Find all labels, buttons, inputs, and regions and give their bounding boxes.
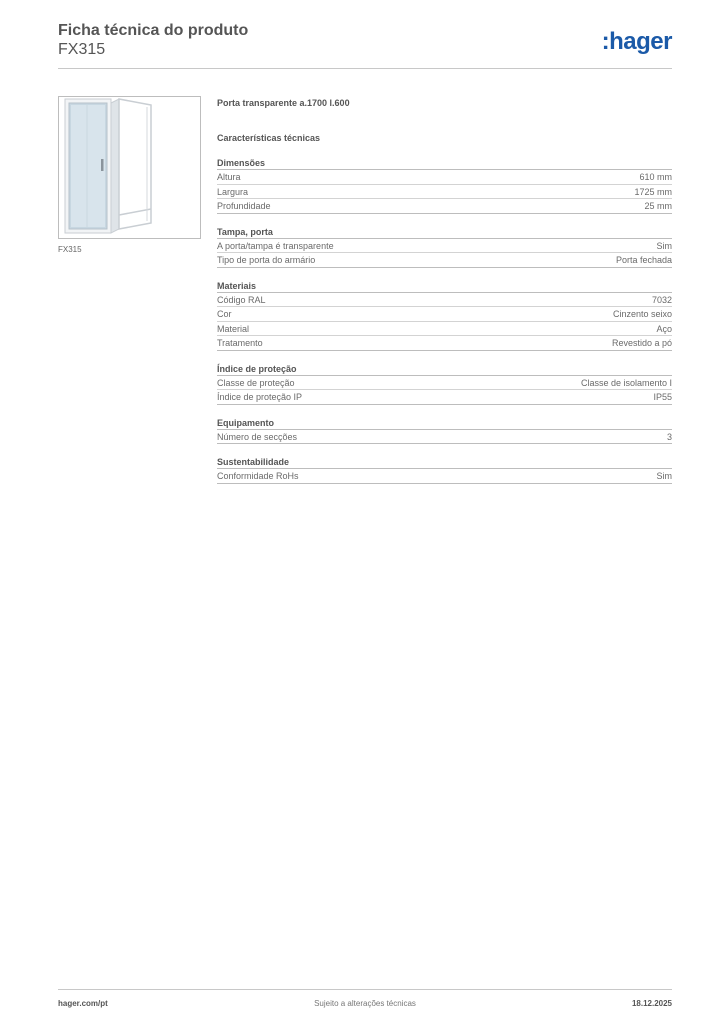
- spec-label: Material: [217, 323, 250, 334]
- spec-row: [217, 322, 672, 337]
- spec-value: Sim: [656, 240, 672, 251]
- spec-value: 3: [666, 431, 672, 442]
- spec-label: Classe de proteção: [217, 377, 295, 388]
- spec-row: [217, 376, 672, 391]
- spec-value: 25 mm: [644, 201, 672, 211]
- spec-group-materials: [217, 280, 672, 351]
- spec-label: Cor: [217, 309, 232, 319]
- spec-row: [217, 307, 672, 322]
- spec-value: Cinzento seixo: [612, 309, 672, 319]
- spec-row: [217, 336, 672, 351]
- spec-label: Tratamento: [217, 338, 263, 348]
- spec-group-sustainability: [217, 456, 672, 484]
- spec-label: Tipo de porta do armário: [217, 255, 316, 265]
- spec-value: Revestido a pó: [611, 338, 672, 348]
- spec-label: Largura: [217, 186, 249, 197]
- page-footer: [58, 989, 672, 1011]
- spec-row: [217, 170, 672, 185]
- spec-value: Aço: [656, 323, 672, 334]
- group-title: Equipamento: [217, 417, 672, 430]
- spec-group-protection: [217, 363, 672, 405]
- spec-row: [217, 185, 672, 200]
- spec-value: Sim: [656, 471, 672, 481]
- footer-date: 18.12.2025: [631, 999, 672, 1008]
- spec-value: 610 mm: [639, 172, 672, 182]
- spec-label: Profundidade: [217, 201, 271, 211]
- spec-row: [217, 239, 672, 254]
- product-image: [58, 96, 201, 239]
- group-title: Índice de proteção: [217, 363, 672, 376]
- spec-row: [217, 199, 672, 214]
- group-title: Materiais: [217, 280, 672, 293]
- spec-label: Conformidade RoHs: [217, 471, 299, 481]
- spec-row: [217, 430, 672, 445]
- spec-value: Porta fechada: [615, 255, 672, 265]
- spec-label: A porta/tampa é transparente: [217, 240, 334, 251]
- spec-row: [217, 253, 672, 268]
- group-title: Tampa, porta: [217, 226, 672, 239]
- spec-label: Altura: [217, 172, 241, 182]
- spec-row: [217, 390, 672, 405]
- spec-value: IP55: [653, 392, 672, 402]
- spec-label: Código RAL: [217, 294, 266, 305]
- spec-value: 1725 mm: [634, 186, 672, 197]
- spec-label: Índice de proteção IP: [217, 392, 303, 402]
- cabinet-door-illustration: [59, 97, 200, 238]
- spec-group-cover-door: [217, 226, 672, 268]
- spec-value: Classe de isolamento I: [580, 377, 672, 388]
- page-header: [58, 22, 672, 69]
- hager-logo: :hager: [601, 28, 672, 55]
- document-title: Ficha técnica do produto: [58, 22, 249, 39]
- product-code: FX315: [58, 41, 106, 58]
- technical-characteristics-heading: Características técnicas: [217, 133, 321, 143]
- spec-content: [217, 96, 672, 484]
- spec-group-dimensions: [217, 157, 672, 214]
- spec-row: [217, 469, 672, 484]
- group-title: Dimensões: [217, 157, 672, 170]
- spec-row: [217, 293, 672, 308]
- image-caption: FX315: [58, 245, 82, 254]
- spec-value: 7032: [651, 294, 672, 305]
- footer-website: hager.com/pt: [58, 999, 108, 1008]
- spec-group-equipment: [217, 417, 672, 445]
- product-description: Porta transparente a.1700 l.600: [217, 98, 350, 108]
- footer-notice: Sujeito a alterações técnicas: [314, 999, 416, 1008]
- spec-label: Número de secções: [217, 431, 298, 442]
- group-title: Sustentabilidade: [217, 456, 672, 469]
